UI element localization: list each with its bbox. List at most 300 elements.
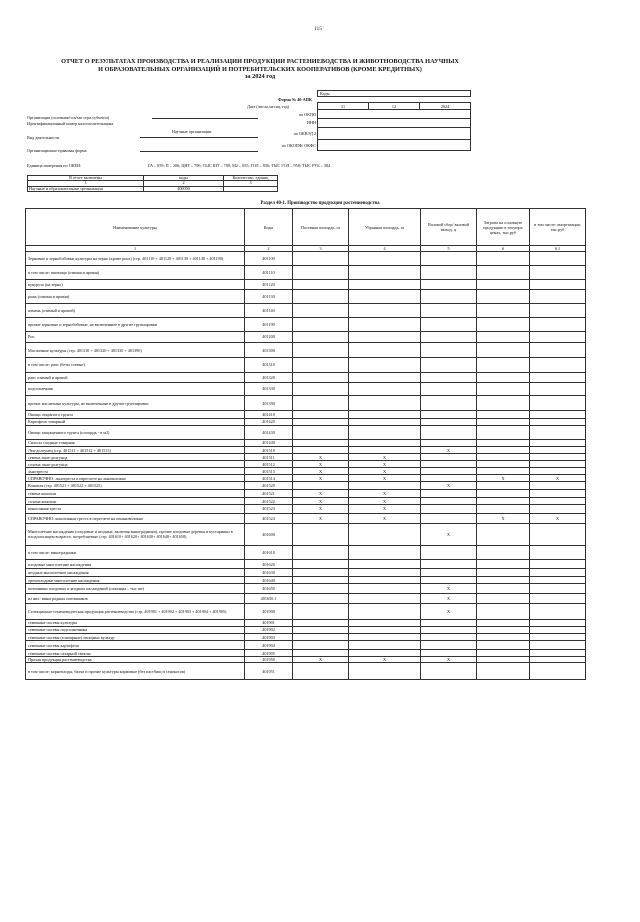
codes-header: Коды <box>317 90 471 97</box>
costs-cell <box>477 280 530 289</box>
report-title-line-1: ОТЧЕТ О РЕЗУЛЬТАТАХ ПРОИЗВОДСТВА И РЕАЛИЗАЦИИ ПРОДУКЦИИ РАСТЕНИЕВОДСТВА И ЖИВОТНОВОДСТВА НАУЧНЫХ <box>61 58 459 65</box>
crop-name: Картофель товарный <box>26 418 245 425</box>
date-year: 2024 <box>440 104 450 109</box>
crop-code: 401200 <box>245 332 293 343</box>
gross-yield-cell: X <box>421 604 477 620</box>
harvested-area-cell <box>349 425 421 439</box>
table-row <box>26 418 586 425</box>
harvested-area-cell <box>349 482 421 489</box>
costs-cell: X <box>477 513 530 523</box>
col-num-4: 4 <box>349 246 421 252</box>
harvested-area-cell <box>349 568 421 577</box>
harvested-area-cell: X <box>349 461 421 468</box>
activity-label: Вид деятельности <box>27 135 60 140</box>
crop-name: семенные посевы картофеля <box>26 641 245 650</box>
sown-area-cell <box>293 395 349 411</box>
gross-yield-cell <box>421 289 477 303</box>
depreciation-cell <box>530 372 586 383</box>
sown-area-cell <box>293 266 349 280</box>
organization-line <box>152 118 258 119</box>
harvested-area-cell: X <box>349 454 421 461</box>
depreciation-cell <box>530 342 586 358</box>
table-row <box>26 498 586 505</box>
crop-code: 401520 <box>245 482 293 489</box>
table-row <box>26 358 586 372</box>
crop-name: в том числе: корнеплоды, бахча и прочие культуры кормовые (без пастбищ и сенокосов) <box>26 663 245 680</box>
harvested-area-cell <box>349 332 421 343</box>
crop-name: прочие масличные культуры, не включенные в другие группировки <box>26 395 245 411</box>
inn-description-label: Идентификационный номер налогоплательщика <box>27 121 114 126</box>
okved-label: по ОКВЭД 2 <box>293 131 316 136</box>
crop-name: Селекционно-семеноводческая продукция растениеводства (стр. 401901 + 401902 + 401903 + 401904 + 401905) <box>26 604 245 620</box>
inn-label: ИНН <box>306 120 316 125</box>
crop-name: СПРАВОЧНО: конопляная треста в пересчете на пеньковолокно <box>26 513 245 523</box>
sown-area-cell <box>293 411 349 418</box>
depreciation-cell <box>530 317 586 331</box>
sown-area-cell <box>293 425 349 439</box>
table-row <box>26 425 586 439</box>
depreciation-cell <box>530 584 586 594</box>
depreciation-cell <box>530 303 586 317</box>
gross-yield-cell <box>421 546 477 560</box>
crop-name: Зерновые и зернобобовые культуры на зерно (кроме риса) (стр. 401110 + 401120 + 401130 + 401140 + 401190) <box>26 252 245 266</box>
col-header-harvested-area: Убранная площадь, га <box>349 209 421 246</box>
depreciation-cell <box>530 468 586 475</box>
harvested-area-cell: X <box>349 505 421 514</box>
sown-area-cell <box>293 252 349 266</box>
report-included-header-1: В отчет включены <box>28 176 144 181</box>
crop-name: семена конопли <box>26 489 245 498</box>
harvested-area-cell <box>349 303 421 317</box>
depreciation-cell <box>530 594 586 604</box>
costs-cell <box>477 634 530 641</box>
gross-yield-cell: X <box>421 657 477 663</box>
crop-code: 401440 <box>245 439 293 446</box>
gross-yield-cell: X <box>421 523 477 546</box>
sown-area-cell <box>293 641 349 650</box>
gross-yield-cell <box>421 663 477 680</box>
sown-area-cell <box>293 619 349 626</box>
col-header-gross-yield: Валовой сбор/ валовой выход, ц <box>421 209 477 246</box>
gross-yield-cell <box>421 513 477 523</box>
costs-cell <box>477 577 530 584</box>
sown-area-cell <box>293 383 349 396</box>
date-day: 31 <box>318 103 369 109</box>
depreciation-cell <box>530 523 586 546</box>
okved-box <box>317 128 471 140</box>
crop-code: 401513 <box>245 468 293 475</box>
costs-cell <box>477 650 530 657</box>
crop-code: 401600 <box>245 523 293 546</box>
harvested-area-cell <box>349 342 421 358</box>
report-title <box>30 58 490 81</box>
crop-name: Конопля (стр. 401521 + 401522 + 401523) <box>26 482 245 489</box>
crop-code: 401330 <box>245 383 293 396</box>
costs-cell <box>477 546 530 560</box>
gross-yield-cell <box>421 372 477 383</box>
harvested-area-cell <box>349 663 421 680</box>
costs-cell <box>477 372 530 383</box>
crop-name: подсолнечник <box>26 383 245 396</box>
table-row <box>26 560 586 569</box>
depreciation-cell <box>530 577 586 584</box>
depreciation-cell <box>530 650 586 657</box>
crop-code: 401190 <box>245 317 293 331</box>
table-row <box>26 372 586 383</box>
crop-code: 401620 <box>245 560 293 569</box>
col-num-6-1: 6.1 <box>530 246 586 252</box>
table-row <box>26 461 586 468</box>
crop-code: 401511 <box>245 454 293 461</box>
costs-cell <box>477 461 530 468</box>
table-row <box>26 317 586 331</box>
report-title-year: за 2024 год <box>244 73 276 81</box>
units-value: ГА – 059; П – 206; ЦНТ – 796; ТЫС ШТ – 798; М2 – 055; ГОЛ – 836; ТЫС ГОЛ – 958; ТЫС РУБ – 384 <box>148 163 331 168</box>
table-row <box>26 604 586 620</box>
gross-yield-cell <box>421 626 477 633</box>
gross-yield-cell <box>421 317 477 331</box>
inn-box <box>317 119 471 128</box>
gross-yield-cell <box>421 650 477 657</box>
col-header-crop: Наименование культуры <box>26 209 245 246</box>
gross-yield-cell: X <box>421 482 477 489</box>
crop-name: Прочая продукция растениеводства <box>26 657 245 663</box>
harvested-area-cell <box>349 446 421 453</box>
legal-form-line <box>140 151 258 152</box>
sown-area-cell <box>293 663 349 680</box>
gross-yield-cell <box>421 454 477 461</box>
harvested-area-cell <box>349 641 421 650</box>
depreciation-cell <box>530 568 586 577</box>
gross-yield-cell <box>421 439 477 446</box>
table-row <box>26 546 586 560</box>
harvested-area-cell: X <box>349 489 421 498</box>
report-included-num-2: 2 <box>144 181 224 186</box>
gross-yield-cell <box>421 425 477 439</box>
activity-value: Научные организации <box>172 129 212 134</box>
harvested-area-cell <box>349 546 421 560</box>
col-num-3: 3 <box>293 246 349 252</box>
sown-area-cell: X <box>293 505 349 514</box>
depreciation-cell <box>530 266 586 280</box>
costs-cell <box>477 482 530 489</box>
crop-code: 401610 <box>245 546 293 560</box>
crop-name: в том числе: рапс (безы соевые) <box>26 358 245 372</box>
table-row <box>26 280 586 289</box>
costs-cell <box>477 439 530 446</box>
crop-code: 401904 <box>245 641 293 650</box>
crop-name: в том числе: виноградники <box>26 546 245 560</box>
table-row <box>26 619 586 626</box>
crop-code: 401524 <box>245 513 293 523</box>
harvested-area-cell <box>349 584 421 594</box>
costs-cell <box>477 252 530 266</box>
okopf-label: по ОКОПФ/ ОКФС <box>281 143 316 148</box>
crop-code: 401110 <box>245 266 293 280</box>
table-row <box>26 446 586 453</box>
harvested-area-cell: X <box>349 475 421 482</box>
harvested-area-cell <box>349 411 421 418</box>
crop-code: 401120 <box>245 280 293 289</box>
sown-area-cell <box>293 568 349 577</box>
sown-area-cell: X <box>293 489 349 498</box>
table-row <box>26 266 586 280</box>
table-row <box>26 289 586 303</box>
depreciation-cell <box>530 619 586 626</box>
col-header-sown-area: Посевная площадь, га <box>293 209 349 246</box>
table-row <box>26 641 586 650</box>
crop-code: 401130 <box>245 289 293 303</box>
harvested-area-cell <box>349 358 421 372</box>
report-included-category: Научные и образовательные организации <box>28 186 144 191</box>
costs-cell <box>477 641 530 650</box>
harvested-area-cell <box>349 252 421 266</box>
depreciation-cell <box>530 489 586 498</box>
report-included-num-1: 1 <box>28 181 144 186</box>
sown-area-cell: X <box>293 475 349 482</box>
crop-name: Овощи открытого грунта <box>26 411 245 418</box>
crop-code: 401510 <box>245 446 293 453</box>
gross-yield-cell <box>421 475 477 482</box>
gross-yield-cell <box>421 461 477 468</box>
costs-cell <box>477 266 530 280</box>
costs-cell <box>477 626 530 633</box>
crop-name: солома конопли <box>26 498 245 505</box>
crop-name: льнотреста <box>26 468 245 475</box>
crop-name: семена льна-долгунца <box>26 454 245 461</box>
sown-area-cell <box>293 584 349 594</box>
crop-name: орехоплодные многолетние насаждения <box>26 577 245 584</box>
crop-code: 401630 <box>245 568 293 577</box>
crop-code: 401514 <box>245 475 293 482</box>
col-num-5: 5 <box>421 246 477 252</box>
report-included-header-2: коды <box>144 176 224 181</box>
col-num-6: 6 <box>477 246 530 252</box>
crop-code: 401650 <box>245 584 293 594</box>
table-row <box>26 505 586 514</box>
harvested-area-cell <box>349 289 421 303</box>
crop-name: Силосы сходные товарная <box>26 439 245 446</box>
table-row <box>26 439 586 446</box>
depreciation-cell <box>530 454 586 461</box>
crop-name: в том числе: пшеница (озимая и яровая) <box>26 266 245 280</box>
harvested-area-cell <box>349 439 421 446</box>
crop-name: ягодные многолетние насаждения <box>26 568 245 577</box>
depreciation-cell <box>530 482 586 489</box>
table-row <box>26 568 586 577</box>
crop-code: 401310 <box>245 358 293 372</box>
gross-yield-cell <box>421 577 477 584</box>
date-month: 12 <box>369 103 420 109</box>
table-row <box>26 252 586 266</box>
harvested-area-cell <box>349 317 421 331</box>
table-row <box>26 342 586 358</box>
sown-area-cell <box>293 280 349 289</box>
table-row <box>26 332 586 343</box>
col-header-code: Коды <box>245 209 293 246</box>
gross-yield-cell <box>421 489 477 498</box>
crop-code: 401950 <box>245 657 293 663</box>
harvested-area-cell: X <box>349 468 421 475</box>
sown-area-cell: X <box>293 461 349 468</box>
costs-cell <box>477 446 530 453</box>
gross-yield-cell <box>421 634 477 641</box>
crop-name: плодовые многолетние насаждения <box>26 560 245 569</box>
crop-code: 401951 <box>245 663 293 680</box>
depreciation-cell <box>530 411 586 418</box>
sown-area-cell <box>293 332 349 343</box>
depreciation-cell <box>530 280 586 289</box>
legal-form-label: Организационно-правовая форма <box>27 148 87 153</box>
table-row <box>26 577 586 584</box>
depreciation-cell <box>530 439 586 446</box>
gross-yield-cell <box>421 418 477 425</box>
sown-area-cell <box>293 577 349 584</box>
okpo-box <box>317 110 471 119</box>
crop-name: семенные посевы подсолнечника <box>26 626 245 633</box>
crop-code: 401903 <box>245 634 293 641</box>
sown-area-cell <box>293 372 349 383</box>
sown-area-cell: X <box>293 657 349 663</box>
gross-yield-cell <box>421 498 477 505</box>
sown-area-cell <box>293 523 349 546</box>
sown-area-cell <box>293 482 349 489</box>
costs-cell <box>477 663 530 680</box>
harvested-area-cell <box>349 604 421 620</box>
gross-yield-cell: X <box>421 584 477 594</box>
table-row <box>26 663 586 680</box>
sown-area-cell <box>293 342 349 358</box>
harvested-area-cell <box>349 383 421 396</box>
sown-area-cell <box>293 650 349 657</box>
crop-name: рапс озимый и яровой <box>26 372 245 383</box>
depreciation-cell: X <box>530 475 586 482</box>
gross-yield-cell <box>421 358 477 372</box>
harvested-area-cell <box>349 594 421 604</box>
report-included-header-3: Количество, единиц <box>224 176 278 181</box>
table-row <box>26 513 586 523</box>
depreciation-cell <box>530 505 586 514</box>
crop-code: 401523 <box>245 505 293 514</box>
crop-code: 401905 <box>245 650 293 657</box>
harvested-area-cell <box>349 634 421 641</box>
gross-yield-cell <box>421 560 477 569</box>
depreciation-cell <box>530 332 586 343</box>
crop-name: кукуруза (на зерно) <box>26 280 245 289</box>
costs-cell <box>477 505 530 514</box>
units-label: Единица измерения по ОКЕИ: <box>27 163 82 168</box>
table-row <box>26 395 586 411</box>
report-included-table <box>27 175 278 192</box>
costs-cell <box>477 411 530 418</box>
depreciation-cell <box>530 604 586 620</box>
crop-code: 401300 <box>245 342 293 358</box>
gross-yield-cell <box>421 468 477 475</box>
sown-area-cell <box>293 358 349 372</box>
gross-yield-cell <box>421 280 477 289</box>
gross-yield-cell <box>421 342 477 358</box>
organization-label: Организация (головная/ось/зап огра субъекта) <box>27 115 110 120</box>
col-num-2: 2 <box>245 246 293 252</box>
crop-name: семенные посевы (гончарные) овощных культур <box>26 634 245 641</box>
table-row <box>26 454 586 461</box>
costs-cell <box>477 604 530 620</box>
crop-name: питомники плодовых и ягодных насаждений (саженцы – тыс шт) <box>26 584 245 594</box>
gross-yield-cell <box>421 383 477 396</box>
crop-code: 401902 <box>245 626 293 633</box>
harvested-area-cell <box>349 418 421 425</box>
crop-code: 401521 <box>245 489 293 498</box>
crop-name: семенные посевы культуры <box>26 619 245 626</box>
sown-area-cell <box>293 289 349 303</box>
harvested-area-cell <box>349 650 421 657</box>
sown-area-cell <box>293 560 349 569</box>
costs-cell <box>477 332 530 343</box>
crop-name: Овощи защищенного грунта (площадь - в м2) <box>26 425 245 439</box>
crop-code: 401420 <box>245 418 293 425</box>
depreciation-cell <box>530 498 586 505</box>
crop-name: солома льна-долгунца <box>26 461 245 468</box>
depreciation-cell <box>530 641 586 650</box>
date-label: Дата (число,месяц, год) <box>247 104 290 109</box>
costs-cell: X <box>477 475 530 482</box>
harvested-area-cell: X <box>349 513 421 523</box>
sown-area-cell <box>293 446 349 453</box>
crop-name: Многолетние насаждения (плодовые и ягодные, включая виноградники), прочие плодовые деревья и кустарники в плодоносящем возрасте, потребляемые (стр. 401610+ 401620+ 401630+ 401640+ 401650) <box>26 523 245 546</box>
harvested-area-cell <box>349 395 421 411</box>
sown-area-cell <box>293 634 349 641</box>
crop-name: семенные посевы сахарной свеклы <box>26 650 245 657</box>
crop-code: 401320 <box>245 372 293 383</box>
depreciation-cell <box>530 383 586 396</box>
crop-name: из них: виноградных питомников <box>26 594 245 604</box>
costs-cell <box>477 383 530 396</box>
gross-yield-cell <box>421 641 477 650</box>
sown-area-cell <box>293 626 349 633</box>
table-row <box>26 475 586 482</box>
crop-code: 401390 <box>245 395 293 411</box>
gross-yield-cell: X <box>421 594 477 604</box>
costs-cell <box>477 454 530 461</box>
costs-cell <box>477 289 530 303</box>
col-num-1: 1 <box>26 246 245 252</box>
crop-name: рожь (озимая и яровая) <box>26 289 245 303</box>
depreciation-cell <box>530 663 586 680</box>
activity-line <box>140 137 258 138</box>
table-row <box>26 626 586 633</box>
sown-area-cell <box>293 317 349 331</box>
gross-yield-cell <box>421 505 477 514</box>
costs-cell <box>477 619 530 626</box>
gross-yield-cell <box>421 395 477 411</box>
crop-code: 401640 <box>245 577 293 584</box>
crop-code: 401650.1 <box>245 594 293 604</box>
costs-cell <box>477 425 530 439</box>
okpo-label: по ОКПО <box>298 112 316 117</box>
crop-code: 401410 <box>245 411 293 418</box>
table-row <box>26 634 586 641</box>
col-header-costs: Затраты на основную продукцию в текущих ценах, тыс.руб <box>477 209 530 246</box>
sown-area-cell <box>293 418 349 425</box>
harvested-area-cell: X <box>349 498 421 505</box>
crop-name: Рис <box>26 332 245 343</box>
crop-name: Масличные культуры (стр. 401310 + 401320 + 401330 + 401390) <box>26 342 245 358</box>
table-row <box>26 650 586 657</box>
table-row <box>26 594 586 604</box>
sown-area-cell <box>293 303 349 317</box>
depreciation-cell <box>530 358 586 372</box>
costs-cell <box>477 418 530 425</box>
